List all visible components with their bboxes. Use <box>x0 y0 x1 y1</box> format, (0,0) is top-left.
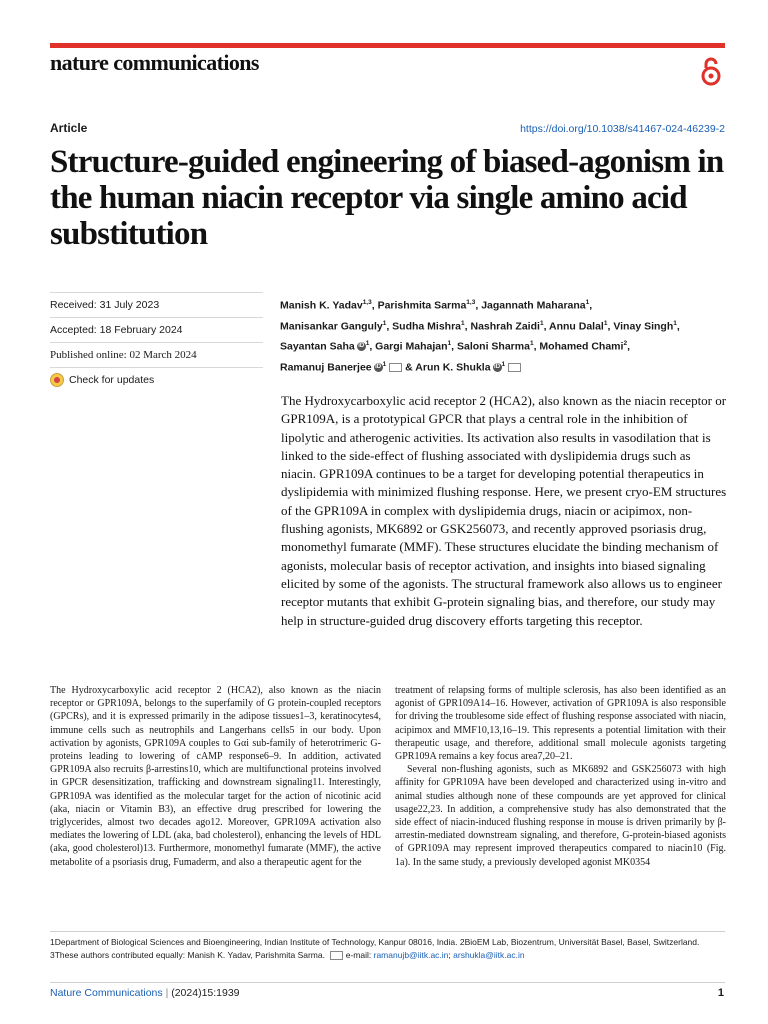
email-link-2[interactable]: arshukla@iitk.ac.in <box>453 949 525 960</box>
footer-journal[interactable]: Nature Communications <box>50 987 163 999</box>
body-column-left <box>50 684 381 869</box>
page-footer <box>50 987 240 999</box>
author-affiliation: 1 <box>461 319 465 327</box>
author-name: Nashrah Zaidi <box>470 320 540 332</box>
author-name: Parishmita Sarma <box>377 299 467 312</box>
author-affiliation: 1 <box>673 319 677 327</box>
accepted-date: Accepted: 18 February 2024 <box>50 318 263 343</box>
article-type: Article <box>50 121 88 135</box>
footer-divider <box>50 982 725 983</box>
author-line-4: Ramanuj Banerjee iD $^1$ & Arun K. Shukla iD $^1$ <box>280 356 730 377</box>
author-name: Gargi Mahajan <box>375 340 448 353</box>
affiliations-text: 1Department of Biological Sciences and Bioengineering, Indian Institute of Technology, Kanpur 08016, India. 2BioEM Lab, Biozentrum, Universität Basel, Basel, Switzerland. 3These authors contributed equally: Manish K. Yadav, Parishmita Sarma. <box>50 937 700 960</box>
author-affiliation: 1,3 <box>362 299 372 306</box>
email-label: e-mail: <box>345 949 372 960</box>
check-for-updates-label: Check for updates <box>69 374 155 386</box>
publication-history <box>50 292 263 392</box>
journal-name: nature communications <box>50 50 259 75</box>
abstract: The Hydroxycarboxylic acid receptor 2 (HCA2), also known as the niacin receptor or GPR109A, is a prototypical GPCR that plays a central role in the inhibition of lipolytic and atherogenic activities. Its activation also results in vasodilation that is linked to the side-effect of flushing associated with dyslipidemia drugs such as niacin. GPR109A continues to be a target for developing potential therapeutics in dyslipidemia with minimized flushing response. Here, we present cryo-EM structures of the GPR109A in complex with dyslipidemia drugs, niacin or acipimox, non-flushing agonists, MK6892 or GSK256073, and recently approved psoriasis drug, monomethyl fumarate (MMF). These structures elucidate the binding mechanism of agonists, molecular basis of receptor activation, and insights into biased signaling elicited by some of the agonists. The structural framework also allows us to engineer receptor mutants that exhibit G-protein signaling bias, and therefore, our study may help in structure-guided drug discovery efforts targeting this receptor. <box>281 393 727 628</box>
body-column-right <box>395 684 726 869</box>
doi-link[interactable]: https://doi.org/10.1038/s41467-024-46239-2 <box>520 123 725 135</box>
author-affiliation: 1 <box>539 319 544 327</box>
author-affiliation: 1 <box>382 360 387 368</box>
email-icon[interactable] <box>389 363 402 372</box>
header-accent-bar <box>50 43 725 48</box>
received-date: Received: 31 July 2023 <box>50 292 263 318</box>
author-name: Manish K. Yadav <box>280 299 363 312</box>
author-name: Jagannath Maharana <box>481 299 586 312</box>
published-date: Published online: 02 March 2024 <box>50 343 263 368</box>
author-affiliation: 1 <box>529 340 534 347</box>
author-affiliation: 1 <box>365 340 370 347</box>
author-line-2: Manisankar Ganguly$^1$, Sudha Mishra$^1$, Nashrah Zaidi$^1$, Annu Dalal$^1$, Vinay Singh$^1$, <box>280 319 680 332</box>
author-affiliation: 1 <box>501 360 506 368</box>
author-name: Ramanuj Banerjee <box>280 361 372 373</box>
orcid-icon[interactable]: iD <box>494 363 501 370</box>
email-icon[interactable] <box>508 363 521 372</box>
check-for-updates-icon <box>50 373 64 387</box>
orcid-icon[interactable]: iD <box>358 343 365 350</box>
author-list <box>280 294 730 376</box>
author-name: Annu Dalal <box>549 320 604 332</box>
author-affiliation: 1 <box>585 299 590 306</box>
check-for-updates-button[interactable] <box>50 368 263 392</box>
page-number: 1 <box>717 987 724 999</box>
open-access-icon[interactable] <box>698 55 724 87</box>
paper-title: Structure-guided engineering of biased-agonism in the human niacin receptor via single amino acid substitution <box>50 144 724 252</box>
author-affiliation: 1 <box>382 319 387 327</box>
author-line-3: Sayantan Saha iD $^1$, Gargi Mahajan$^1$, Saloni Sharma$^1$, Mohamed Chami$^2$, <box>280 340 630 353</box>
body-paragraph: treatment of relapsing forms of multiple sclerosis, has also been identified as an agonist of GPR109A14–16. However, activation of GPR109A is also responsible for driving the troublesome side effect of flushing response associated with niacin, acipimox and MMF10,13,16–19. This represents a potential limitation with their therapeutic usage, and therefore, additional small molecule agonists targeting GPR109A remains a key focus area7,20–21. <box>395 685 726 763</box>
email-icon <box>330 951 343 960</box>
author-name: Saloni Sharma <box>457 340 530 353</box>
author-affiliation: 1 <box>603 319 608 327</box>
author-name: Sudha Mishra <box>392 320 462 332</box>
author-affiliation: 2 <box>623 340 628 347</box>
author-affiliation: 1 <box>447 340 452 347</box>
body-paragraph: The Hydroxycarboxylic acid receptor 2 (HCA2), also known as the niacin receptor or GPR109A, belongs to the superfamily of G protein-coupled receptors (GPCRs), and it is expressed primarily in the adipose tissues1–3, keratinocytes4, immune cells such as neutrophils and Langerhans cells5 in our body. Upon activation by agonists, GPR109A couples to Gαi sub-family of heterotrimeric G-proteins leading to lowering of cAMP response6–9. In addition, activated GPR109A also recruits β-arrestins10, which are multifunctional proteins involved in GPCR desensitization, trafficking and downstream signaling11. Interestingly, GPR109A was identified as the molecular target for the action of nicotinic acid (aka, niacin or Vitamin B3), an effective drug prescribed for lowering the triglycerides, almost two decades ago12. Moreover, GPR109A activation also mediates the lowering of LDL (aka, bad cholesterol), enhancing the levels of HDL (aka, good cholesterol)13. Furthermore, monomethyl fumarate (MMF), the active metabolite of a psoriasis drug, Fumaderm, and also a therapeutic agent for the <box>50 685 381 868</box>
affiliations-footnote: 1Department of Biological Sciences and Bioengineering, Indian Institute of Technology, Kanpur 08016, India. 2BioEM Lab, Biozentrum, Universität Basel, Basel, Switzerland. 3These authors contributed equally: Manish K. Yadav, Parishmita Sarma. e-mail: ramanujb@iitk.ac.in; arshukla@iitk.ac.in <box>50 931 725 961</box>
footer-citation: (2024)15:1939 <box>171 987 240 999</box>
author-name: Mohamed Chami <box>539 340 624 353</box>
orcid-icon[interactable]: iD <box>375 363 382 370</box>
body-paragraph: Several non-flushing agonists, such as MK6892 and GSK256073 with high affinity for GPR109A have been developed and characterized using in-vitro and animal studies although none of these compounds are yet approved for clinical usage22,23. In addition, a comprehensive study has also demonstrated that the side effect of niacin-induced flushing response in mouse is driven primarily by β-arrestin-mediated downstream signaling, and therefore, G-protein-biased agonists of GPR109A may represent improved therapeutics compared to niacin10 (Fig. 1a). In the same study, a previously developed agonist MK0354 <box>395 764 726 868</box>
author-name: Vinay Singh <box>613 320 674 332</box>
email-link-1[interactable]: ramanujb@iitk.ac.in <box>373 949 449 960</box>
author-affiliation: 1,3 <box>466 299 476 306</box>
author-name: Sayantan Saha <box>280 340 355 353</box>
footer-separator: | <box>165 987 169 999</box>
author-name: Manisankar Ganguly <box>280 320 383 332</box>
author-name: Arun K. Shukla <box>415 361 491 373</box>
author-line-1: Manish K. Yadav$^{1,3}$, Parishmita Sarma$^{1,3}$, Jagannath Maharana$^1$, <box>280 299 593 312</box>
